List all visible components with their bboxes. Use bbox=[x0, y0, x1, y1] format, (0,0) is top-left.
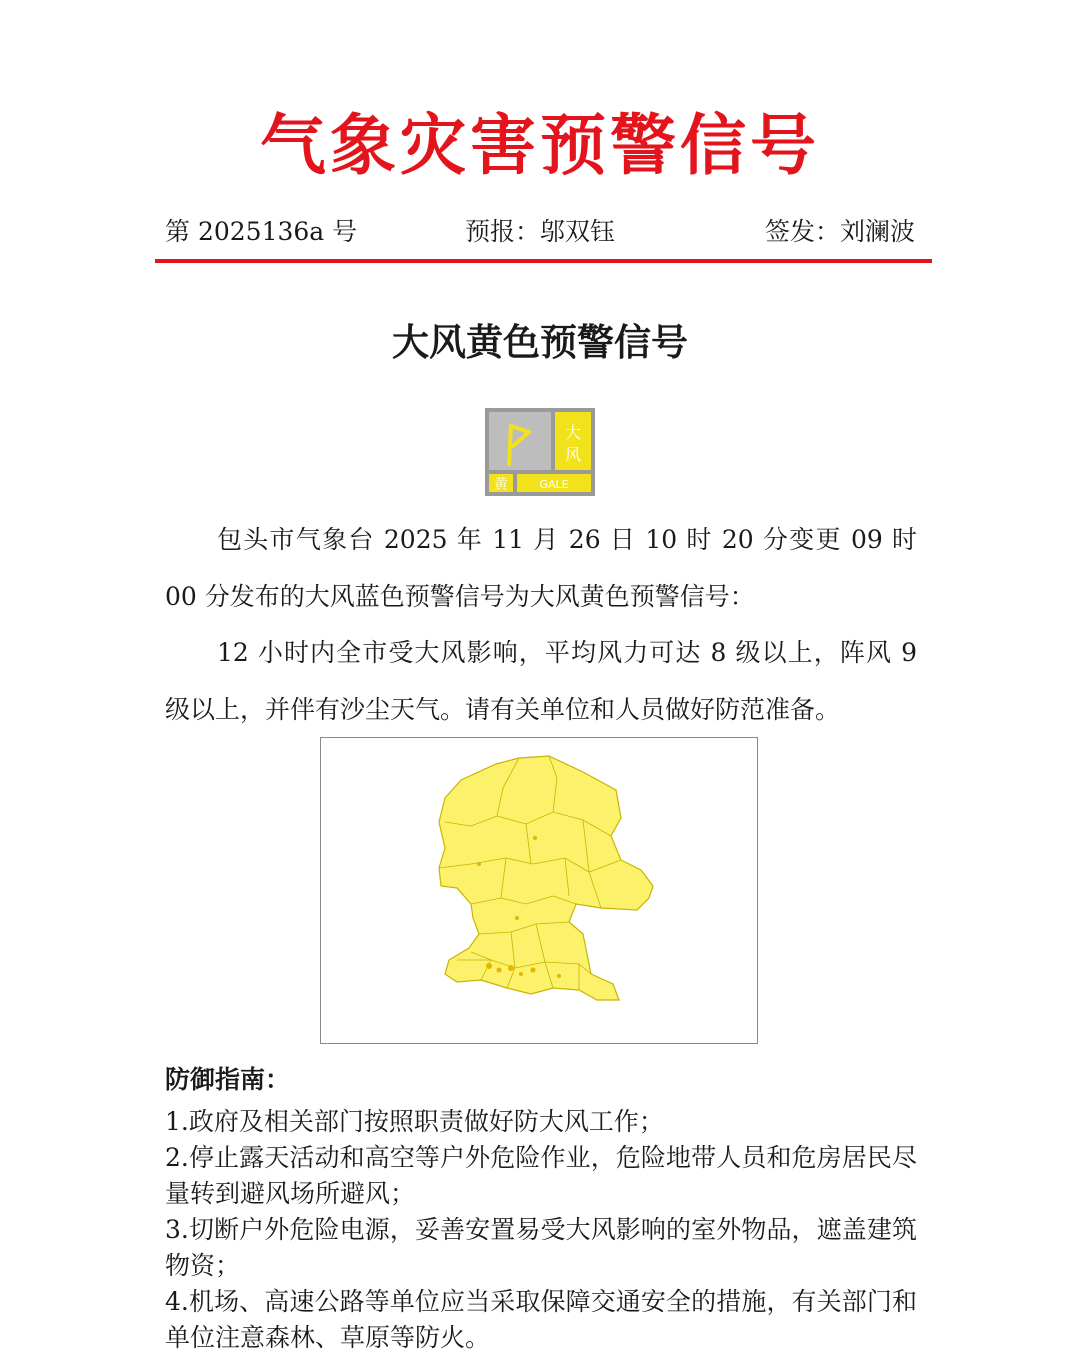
guide-item: 4.机场、高速公路等单位应当采取保障交通安全的措施，有关部门和单位注意森林、草原等防火。 bbox=[165, 1287, 917, 1352]
header-divider bbox=[155, 259, 932, 263]
defense-guide-title: 防御指南： bbox=[165, 1065, 291, 1094]
signal-title: 大风黄色预警信号 bbox=[392, 321, 688, 364]
icon-level-char: 黄 bbox=[494, 477, 508, 493]
defense-guide-list bbox=[165, 1104, 917, 1356]
icon-char-1: 大 bbox=[564, 423, 582, 442]
warning-area-map bbox=[320, 737, 758, 1044]
page-title: 气象灾害预警信号 bbox=[260, 107, 820, 184]
icon-char-2: 风 bbox=[564, 445, 582, 464]
document-number: 第 2025136a 号 bbox=[165, 217, 358, 246]
forecaster: 预报：邬双钰 bbox=[465, 217, 616, 246]
icon-en-label: GALE bbox=[539, 478, 569, 491]
impact-paragraph: 12 小时内全市受大风影响，平均风力可达 8 级以上，阵风 9 级以上，并伴有沙尘天气。请有关单位和人员做好防范准备。 bbox=[165, 638, 917, 724]
issuer: 签发：刘澜波 bbox=[765, 217, 916, 246]
guide-item: 3.切断户外危险电源，妥善安置易受大风影响的室外物品，遮盖建筑物资； bbox=[165, 1215, 917, 1280]
announcement-paragraph: 包头市气象台 2025 年 11 月 26 日 10 时 20 分变更 09 时 00 分发布的大风蓝色预警信号为大风黄色预警信号： bbox=[165, 525, 917, 611]
gale-yellow-warning-icon bbox=[485, 408, 595, 496]
guide-item: 2.停止露天活动和高空等户外危险作业，危险地带人员和危房居民尽量转到避风场所避风； bbox=[165, 1143, 917, 1208]
guide-item: 1.政府及相关部门按照职责做好防大风工作； bbox=[165, 1107, 664, 1136]
